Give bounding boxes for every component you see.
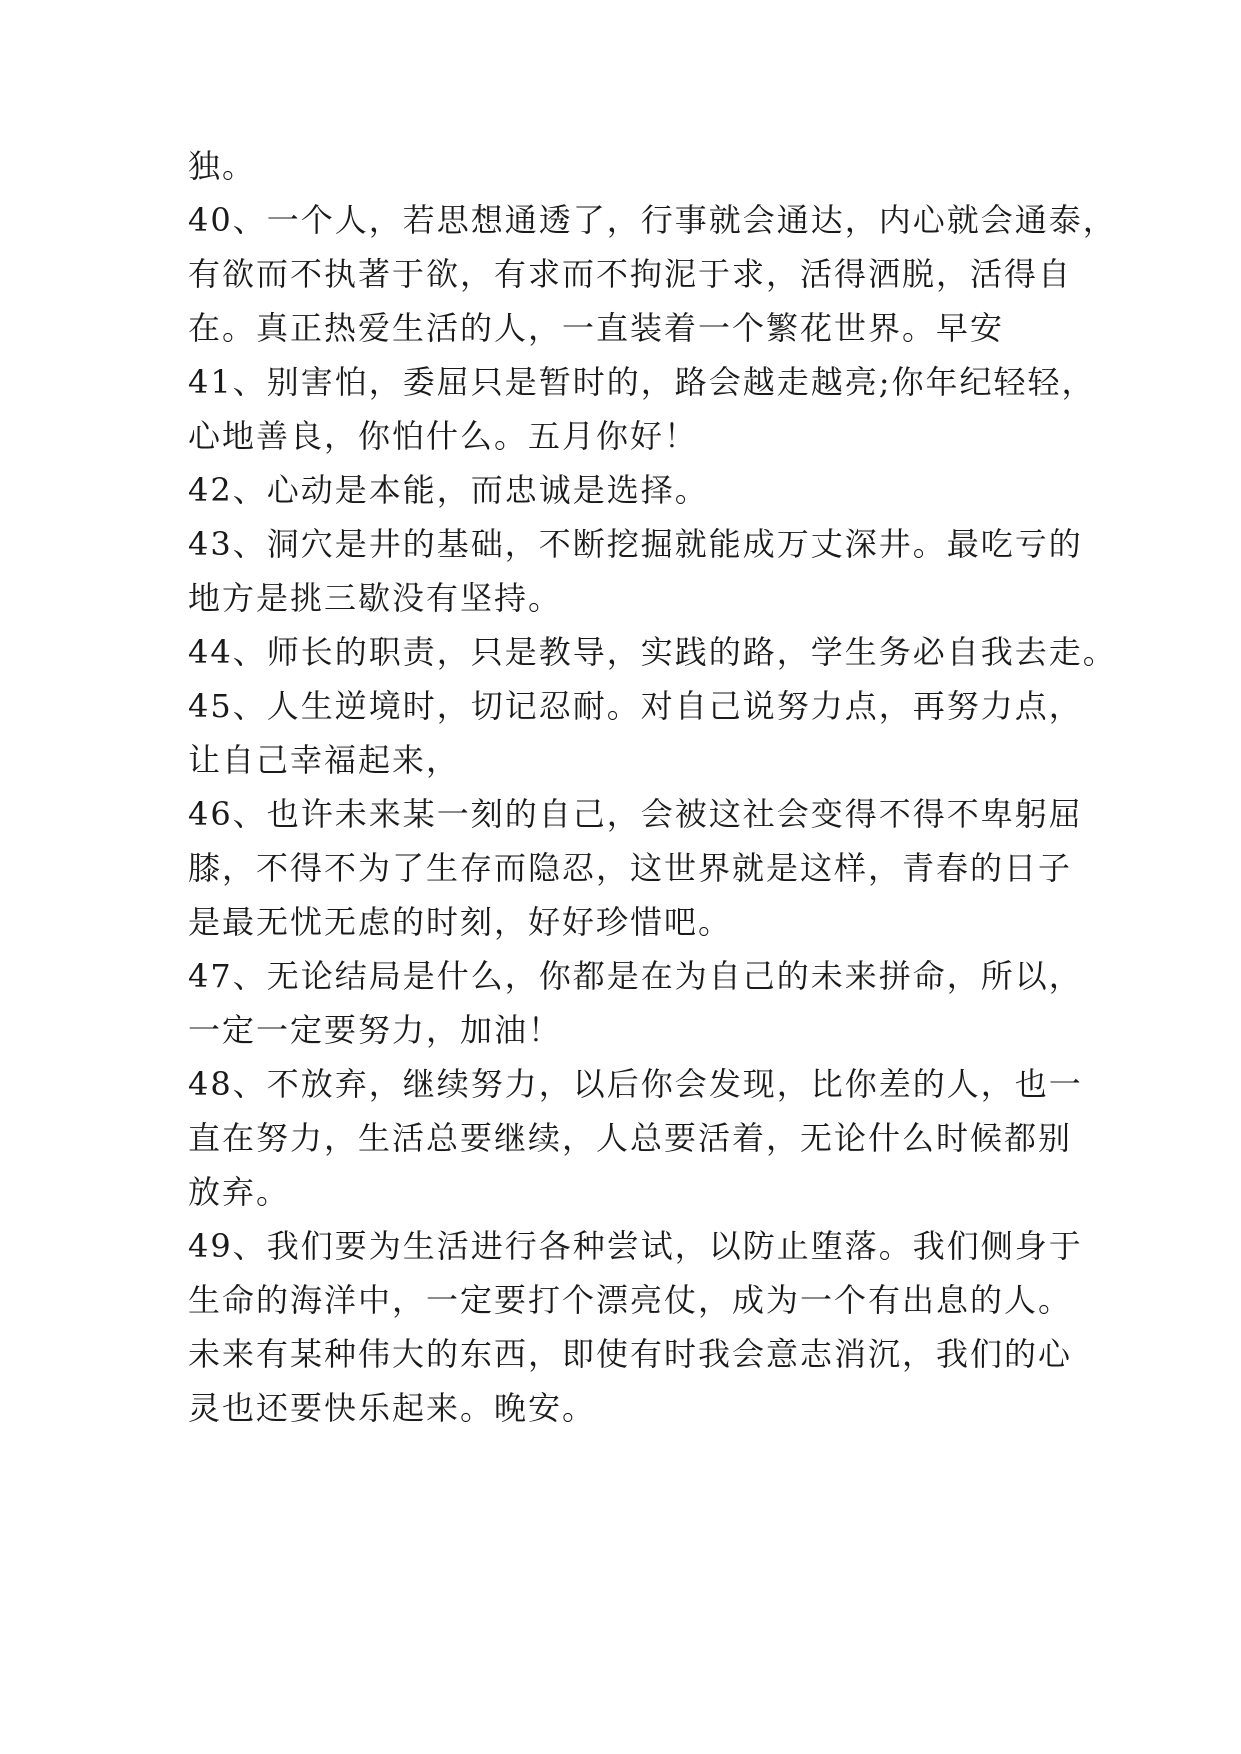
text-line: 膝，不得不为了生存而隐忍，这世界就是这样，青春的日子: [188, 849, 1073, 887]
text-line: 心地善良，你怕什么。五月你好！: [188, 417, 699, 455]
text-line: 42、心动是本能，而忠诚是选择。: [188, 471, 709, 509]
text-line: 独。: [188, 147, 257, 185]
text-line: 一定一定要努力，加油！: [188, 1011, 563, 1049]
text-line: 地方是挑三歇没有坚持。: [188, 579, 563, 617]
text-line: 43、洞穴是井的基础，不断挖掘就能成万丈深井。最吃亏的: [188, 525, 1083, 563]
text-line: 49、我们要为生活进行各种尝试，以防止堕落。我们侧身于: [188, 1227, 1083, 1265]
text-line: 未来有某种伟大的东西，即使有时我会意志消沉，我们的心: [188, 1335, 1073, 1373]
text-line: 放弃。: [188, 1173, 291, 1211]
text-line: 直在努力，生活总要继续，人总要活着，无论什么时候都别: [188, 1119, 1073, 1157]
text-line: 生命的海洋中，一定要打个漂亮仗，成为一个有出息的人。: [188, 1281, 1073, 1319]
text-line: 是最无忧无虑的时刻，好好珍惜吧。: [188, 903, 733, 941]
text-line: 41、别害怕，委屈只是暂时的，路会越走越亮;你年纪轻轻，: [188, 363, 1096, 401]
text-line: 让自己幸福起来，: [188, 741, 461, 779]
text-line: 45、人生逆境时，切记忍耐。对自己说努力点，再努力点，: [188, 687, 1083, 725]
text-line: 40、一个人，若思想通透了，行事就会通达，内心就会通泰，: [188, 201, 1117, 239]
text-line: 48、不放弃，继续努力，以后你会发现，比你差的人，也一: [188, 1065, 1083, 1103]
text-line: 有欲而不执著于欲，有求而不拘泥于求，活得洒脱，活得自: [188, 255, 1073, 293]
text-line: 47、无论结局是什么，你都是在为自己的未来拼命，所以，: [188, 957, 1083, 995]
text-line: 44、师长的职责，只是教导，实践的路，学生务必自我去走。: [188, 633, 1117, 671]
text-line: 在。真正热爱生活的人，一直装着一个繁花世界。早安: [188, 309, 1005, 347]
text-line: 灵也还要快乐起来。晚安。: [188, 1389, 597, 1427]
text-line: 46、也许未来某一刻的自己，会被这社会变得不得不卑躬屈: [188, 795, 1083, 833]
